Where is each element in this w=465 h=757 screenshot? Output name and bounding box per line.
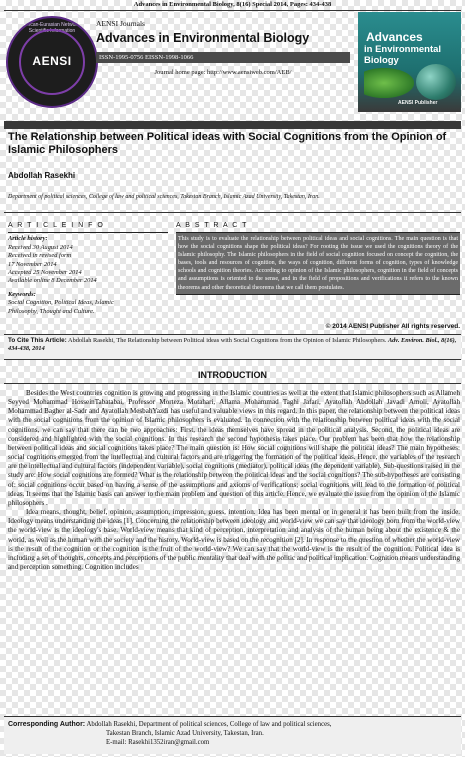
author-affiliation: Department of political sciences, College of law and political sciences, Takestan Branch, Islamic Azad University, Takestan, Iran. [8,194,320,200]
logo-text: AENSI [32,54,72,68]
corresponding-line-1: Abdollah Rasekhi, Department of political sciences, College of law and political sciences, [86,721,332,728]
history-received: Received 30 August 2014 [8,243,73,251]
cover-title-line2: in Environmental Biology [364,44,442,66]
citation-reference: Adv. Environ. Biol., 8(16), 434-438, 2014 [8,337,457,353]
paper-author: Abdollah Rasekhi [8,171,76,180]
introduction-rule [4,383,461,384]
keywords-label: Keywords: [8,290,36,298]
journal-title: Advances in Environmental Biology [96,31,310,45]
corresponding-author-box [4,716,461,754]
logo-arc-text: American-Eurasian Network for Scientific Information [17,22,87,34]
journal-homepage[interactable]: Journal home page: http://www.aensiweb.com/AEB/ [154,69,292,76]
history-revised-date: 17 November 2014 [8,260,57,268]
history-online: Available online 8 December 2014 [8,277,97,285]
cover-leaf-graphic [364,68,414,98]
corresponding-label: Corresponding Author: [8,721,86,728]
cover-publisher: AENSI Publisher [398,100,438,106]
abstract-heading: A B S T R A C T [176,222,248,229]
journal-cover-image [358,12,461,112]
corresponding-line-2: Takestan Branch, Islamic Azad University, Takestan, Iran. [106,730,264,737]
history-revised-label: Received in revised form [8,252,72,260]
aensi-logo [6,16,98,108]
article-info [8,222,168,316]
introduction-heading: INTRODUCTION [198,370,267,380]
paper-title: The Relationship between Political ideas with Social Cognitions from the Opinion of Islamic Philosophers [8,131,447,156]
title-separator-bar [4,121,461,129]
article-info-heading: A R T I C L E I N F O [8,222,105,229]
history-label: Article history: [8,235,48,243]
citation-box [4,334,461,360]
header-rule [4,10,461,11]
abstract-text: This study is to evaluate the relationship between political ideas and social cognitions. The main question is that how the social cognitions shape the political ideas? For rooting the issue we used the cognitions theory of the Islamic philosophy. The Islamic philosophers in the field of social cognition focused on concept the cognition, the bases, tools and resources of cognition, the ways of cognition, different forms of cognition, types of knowledge schools and cognition theories. According to opinion of the Islamic philosophers, cognition in the field of concepts and assumptions is oriented to the sense, and in the field of propositions and verifications it refers to the known theorems and other theoretical theorems that we call them postulates. [176,232,460,295]
introduction-paragraph-1: Besides the West countries cognition is growing and progressing in the Islamic countries as well at the extent that Islamic philosophers such as Allameh Seyyed Mohammad HosseinTabatabai, Professor Morteza Motahari, Allama Mohammad Taghi Jafari, Ayatollah Abdollah Javadi Amoli, Ayatollah Mohammad Bagher al-Sadr and Ayatollah MesbahYazdi has useful and valuable views in this regard. In this paper, the relationship between the political ideas with the social cognitions from the opinion of Islamic philosophers is evaluated. In connection with the relationship between political ideas with the social cognitions, we can say that there can be two approaches: First, the ideas themselves have spread in the political analysis. Second, the political ideas are considered and highlighted with the social cognitions. In this research the second hypothesis takes place. Our problem has been that how the relationship between political ideas and social cognitions takes place? The main question is: How social cognitions will shape the political ideas? The main hypotheses: social cognitions emerged from the intellectual and cultural factors and are triggering the formation of the political ideas. Hence, the variables of the research are the intellectual and cultural factors (independent variable), social cognitions (mediator), political ideas (the dependent variable). Sub-questions raised in the study are: How social cognitions are formed? What is the relationship between the political ideas and the social cognitions? The sub-hypotheses are consisting of: social cognitions occur based on having a sense of the assumptions and axioms of verifications; social cognitions will lead to the formation of political ideas. It seems that the Islamic basis can answer to the main problem and question of this article. Hence, we evaluate the issue from the opinion of the Islamic philosophers . [8,389,460,507]
journal-publisher-label: AENSI Journals [96,19,145,28]
cover-title-line1: Advances [366,30,423,44]
journal-running-header: Advances in Environmental Biology, 8(16) Special 2014, Pages: 434-438 [133,1,332,8]
history-accepted: Accepted 25 November 2014 [8,269,82,277]
cover-globe-graphic [416,64,456,100]
info-rule [4,212,461,213]
abstract-section [176,222,460,295]
introduction-paragraph-2: Idea means, thought, belief, opinion, assumption, impression, guess, intention. Idea has been mental or in general it has been built from the inside. Ideology means understanding the ideas [1]. Concerning the relationship between ideology and world-view we can say that ideology born from the world-view the world-view is the ideology's base. World-view means that kind of perception, interpretation and analysis of the human being about the existence & the world, as well as the human with the society and the history. World-view is based on the recognition [2]. In response to the question of whether the world-view is the result of the cognition or the cognition is the fruit of the world-view? We can say that the world-view is the result of the cognition. Political idea is including a set of thoughts, concepts and perceptions of the public mentality that deal with the politic and political implication. Cognition means understanding and perception something. Cognition includes [8,508,460,571]
corresponding-email[interactable]: E-mail: Rasekhi1352iran@gmail.com [106,739,210,746]
copyright-notice: © 2014 AENSI Publisher All rights reserved. [325,323,460,330]
issn-bar: ISSN-1995-0756 EISSN-1998-1066 [96,52,350,63]
introduction-body [8,389,460,572]
keywords: Social Cognition, Political Ideas, Islamic Philosophy, Thought and Culture. [8,299,114,315]
citation-text: Abdollah Rasekhi, The Relationship between Political ideas with Social Cognitions from the Opinion of Islamic Philosophers. [68,337,387,344]
citation-label: To Cite This Article: [8,337,67,344]
